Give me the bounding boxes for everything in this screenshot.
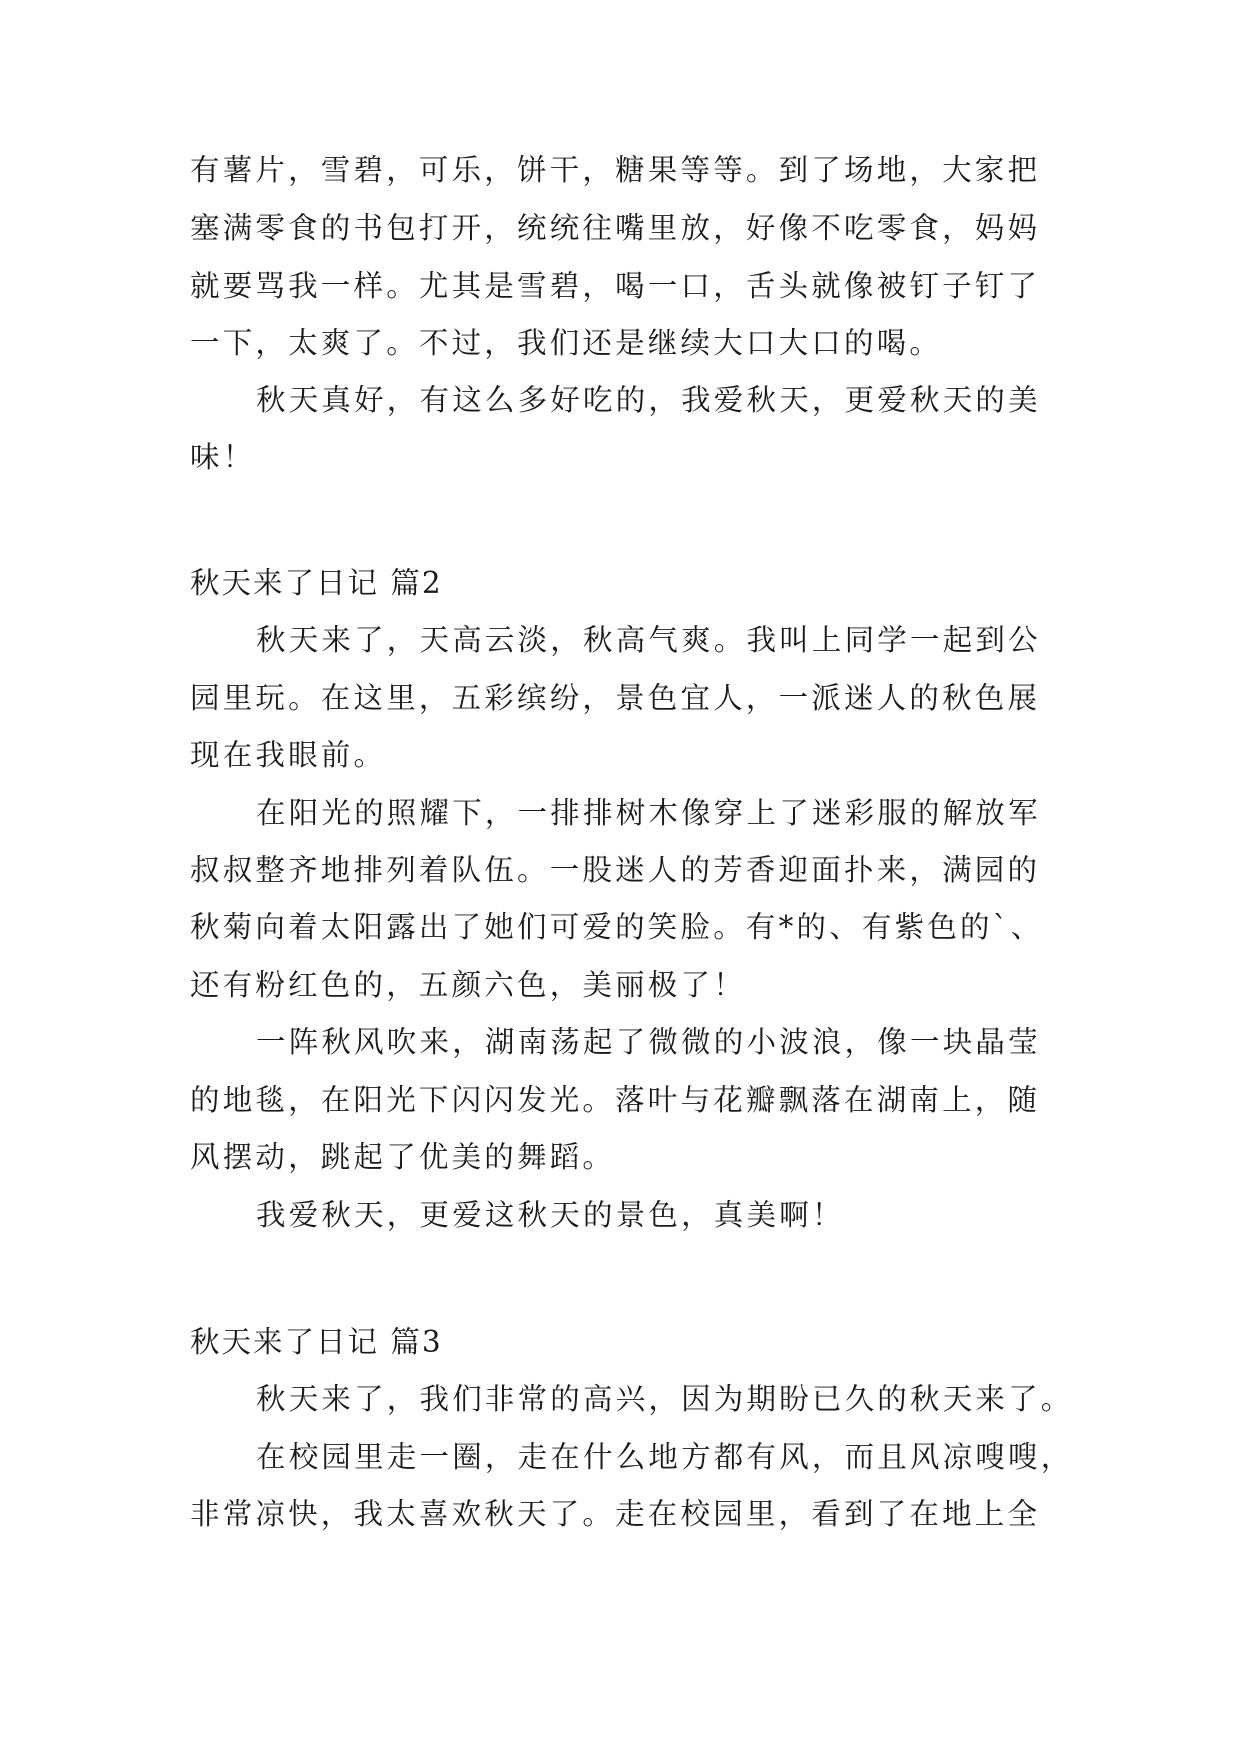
text-line: 就要骂我一样。尤其是雪碧，喝一口，舌头就像被钉子钉了 [190, 269, 1041, 303]
text-line: 我爱秋天，更爱这秋天的景色，真美啊！ [256, 1198, 845, 1232]
section-heading: 秋天来了日记 篇2 [190, 566, 443, 600]
text-line: 塞满零食的书包打开，统统往嘴里放，好像不吃零食，妈妈 [190, 211, 1041, 245]
text-line: 一阵秋风吹来，湖南荡起了微微的小波浪，像一块晶莹 [256, 1025, 1041, 1059]
text-line: 风摆动，跳起了优美的舞蹈。 [190, 1140, 616, 1174]
section-heading: 秋天来了日记 篇3 [190, 1325, 443, 1359]
text-line: 秋天来了，我们非常的高兴，因为期盼已久的秋天来了。 [256, 1382, 1074, 1416]
text-line: 在阳光的照耀下，一排排树木像穿上了迷彩服的解放军 [256, 796, 1041, 830]
text-line: 秋天来了，天高云淡，秋高气爽。我叫上同学一起到公 [256, 623, 1041, 657]
text-line: 一下，太爽了。不过，我们还是继续大口大口的喝。 [190, 326, 943, 360]
text-line: 叔叔整齐地排列着队伍。一股迷人的芳香迎面扑来，满园的 [190, 853, 1041, 887]
text-line: 有薯片，雪碧，可乐，饼干，糖果等等。到了场地，大家把 [190, 153, 1041, 187]
text-line: 非常凉快，我太喜欢秋天了。走在校园里，看到了在地上全 [190, 1497, 1041, 1531]
text-line: 秋菊向着太阳露出了她们可爱的笑脸。有*的、有紫色的`、 [190, 910, 1044, 944]
text-line: 味！ [190, 440, 256, 474]
text-line: 秋天真好，有这么多好吃的，我爱秋天，更爱秋天的美 [256, 383, 1041, 417]
text-line: 现在我眼前。 [190, 738, 387, 772]
text-line: 在校园里走一圈，走在什么地方都有风，而且风凉嗖嗖， [256, 1440, 1074, 1474]
text-line: 园里玩。在这里，五彩缤纷，景色宜人，一派迷人的秋色展 [190, 681, 1041, 715]
text-line: 的地毯，在阳光下闪闪发光。落叶与花瓣飘落在湖南上，随 [190, 1083, 1041, 1117]
text-line: 还有粉红色的，五颜六色，美丽极了！ [190, 968, 746, 1002]
